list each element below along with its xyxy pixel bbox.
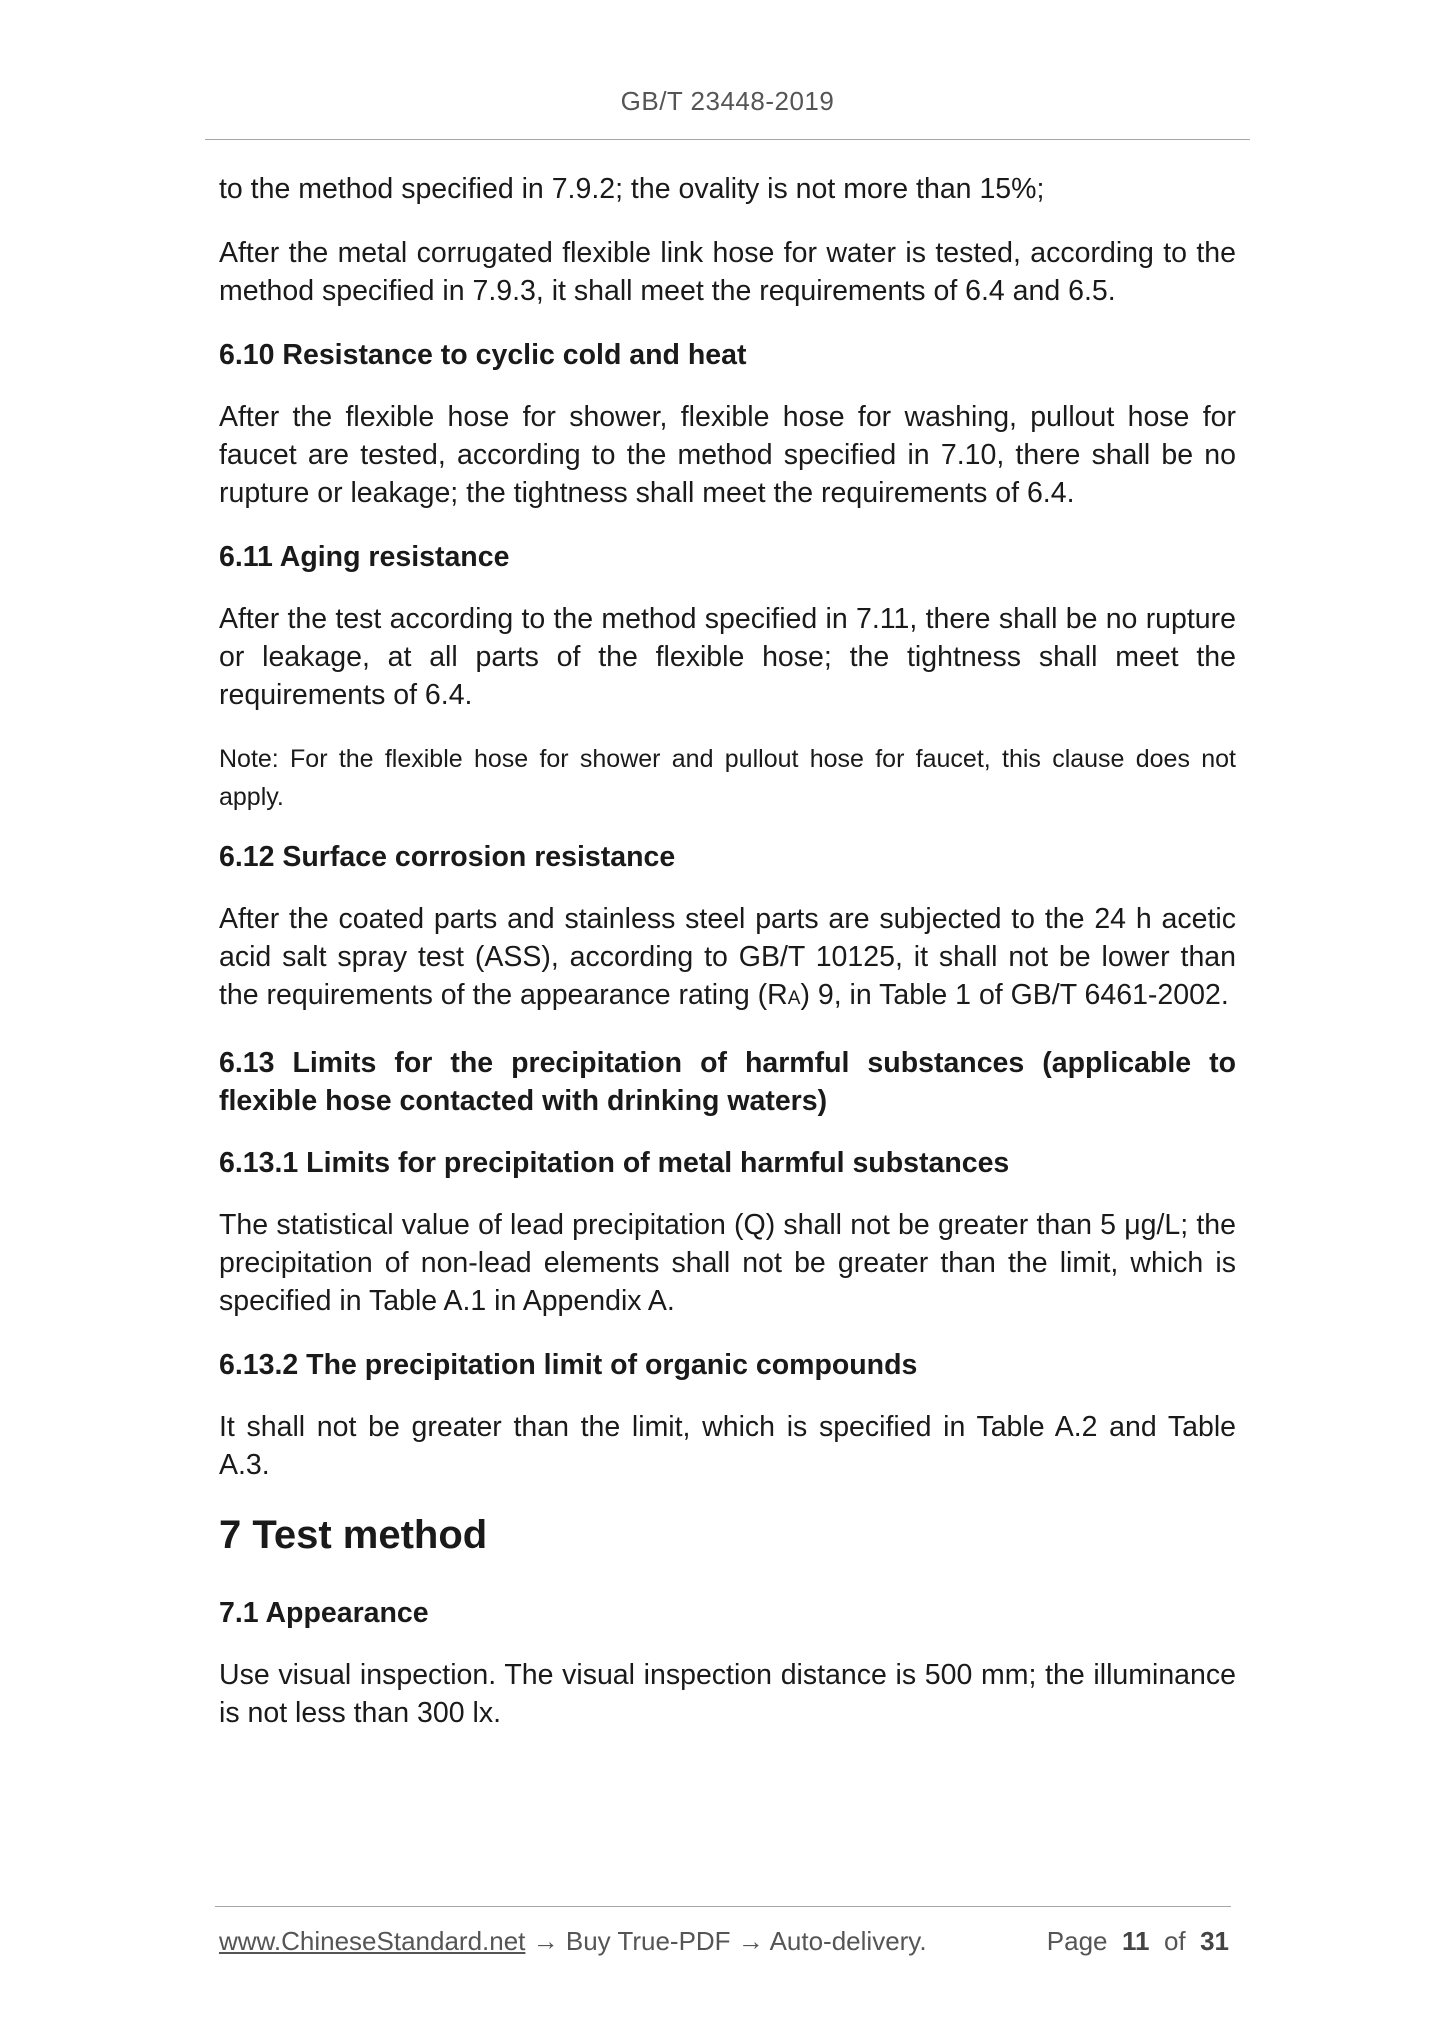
paragraph-aging: After the test according to the method specified in 7.11, there shall be no rupture or leakage, at all parts of the flexible hose; the tightness shall meet the requirements of 6.4.	[219, 603, 1236, 711]
running-header: GB/T 23448-2019	[620, 86, 835, 116]
note-aging: Note: For the flexible hose for shower and pullout hose for faucet, this clause does not apply.	[219, 745, 1236, 811]
heading-6-13-2: 6.13.2 The precipitation limit of organic compounds	[219, 1349, 918, 1381]
heading-6-13-1: 6.13.1 Limits for precipitation of metal harmful substances	[219, 1147, 1010, 1179]
heading-7: 7 Test method	[219, 1513, 488, 1557]
paragraph-organic-compounds: It shall not be greater than the limit, which is specified in Table A.2 and Table A.3.	[219, 1411, 1236, 1481]
paragraph-cyclic-cold-heat: After the flexible hose for shower, flexible hose for washing, pullout hose for faucet are tested, according to the method specified in 7.10, there shall be no rupture or leakage; the tightness shall meet the requirements of 6.4.	[219, 401, 1236, 509]
paragraph-visual-inspection: Use visual inspection. The visual inspection distance is 500 mm; the illuminance is not less than 300 lx.	[219, 1659, 1236, 1729]
rating-subscript: A	[787, 988, 801, 1009]
header-divider	[205, 139, 1250, 140]
website-link[interactable]: www.ChineseStandard.net	[219, 1926, 526, 1956]
paragraph-lead-precipitation: The statistical value of lead precipitation (Q) shall not be greater than 5 μg/L; the precipitation of non-lead elements shall not be greater than the limit, which is specified in Table A.1 in Appendix A.	[219, 1209, 1236, 1317]
paragraph-corrosion	[219, 900, 1236, 1018]
paragraph-corrosion-part-1: After the coated parts and stainless steel parts are subjected to the 24 h acetic acid salt spray test (ASS), according to GB/T 10125, it shall not be lower than the requirements of the appearance rating (R	[219, 903, 1236, 1011]
paragraph-corrosion-part-2: ) 9, in Table 1 of GB/T 6461-2002.	[800, 979, 1229, 1011]
of-label: of	[1163, 1926, 1186, 1956]
footer-divider	[215, 1906, 1231, 1907]
paragraph-ovality: to the method specified in 7.9.2; the ovality is not more than 15%;	[219, 173, 1045, 205]
page-indicator	[1047, 1926, 1229, 1957]
heading-6-12: 6.12 Surface corrosion resistance	[219, 841, 676, 873]
document-body	[219, 170, 1236, 1758]
total-pages: 31	[1200, 1926, 1229, 1956]
page-label: Page	[1046, 1926, 1108, 1956]
heading-6-11: 6.11 Aging resistance	[219, 541, 510, 573]
footer-tagline: → Buy True-PDF → Auto-delivery.	[525, 1926, 927, 1956]
page-number: 11	[1121, 1926, 1150, 1956]
heading-6-10: 6.10 Resistance to cyclic cold and heat	[219, 339, 747, 371]
heading-7-1: 7.1 Appearance	[219, 1597, 429, 1629]
paragraph-corrugated-hose: After the metal corrugated flexible link hose for water is tested, according to the method specified in 7.9.3, it shall meet the requirements of 6.4 and 6.5.	[219, 237, 1236, 307]
footer-left	[219, 1926, 927, 1957]
heading-6-13: 6.13 Limits for the precipitation of harmful substances (applicable to flexible hose contacted with drinking waters)	[219, 1047, 1236, 1117]
